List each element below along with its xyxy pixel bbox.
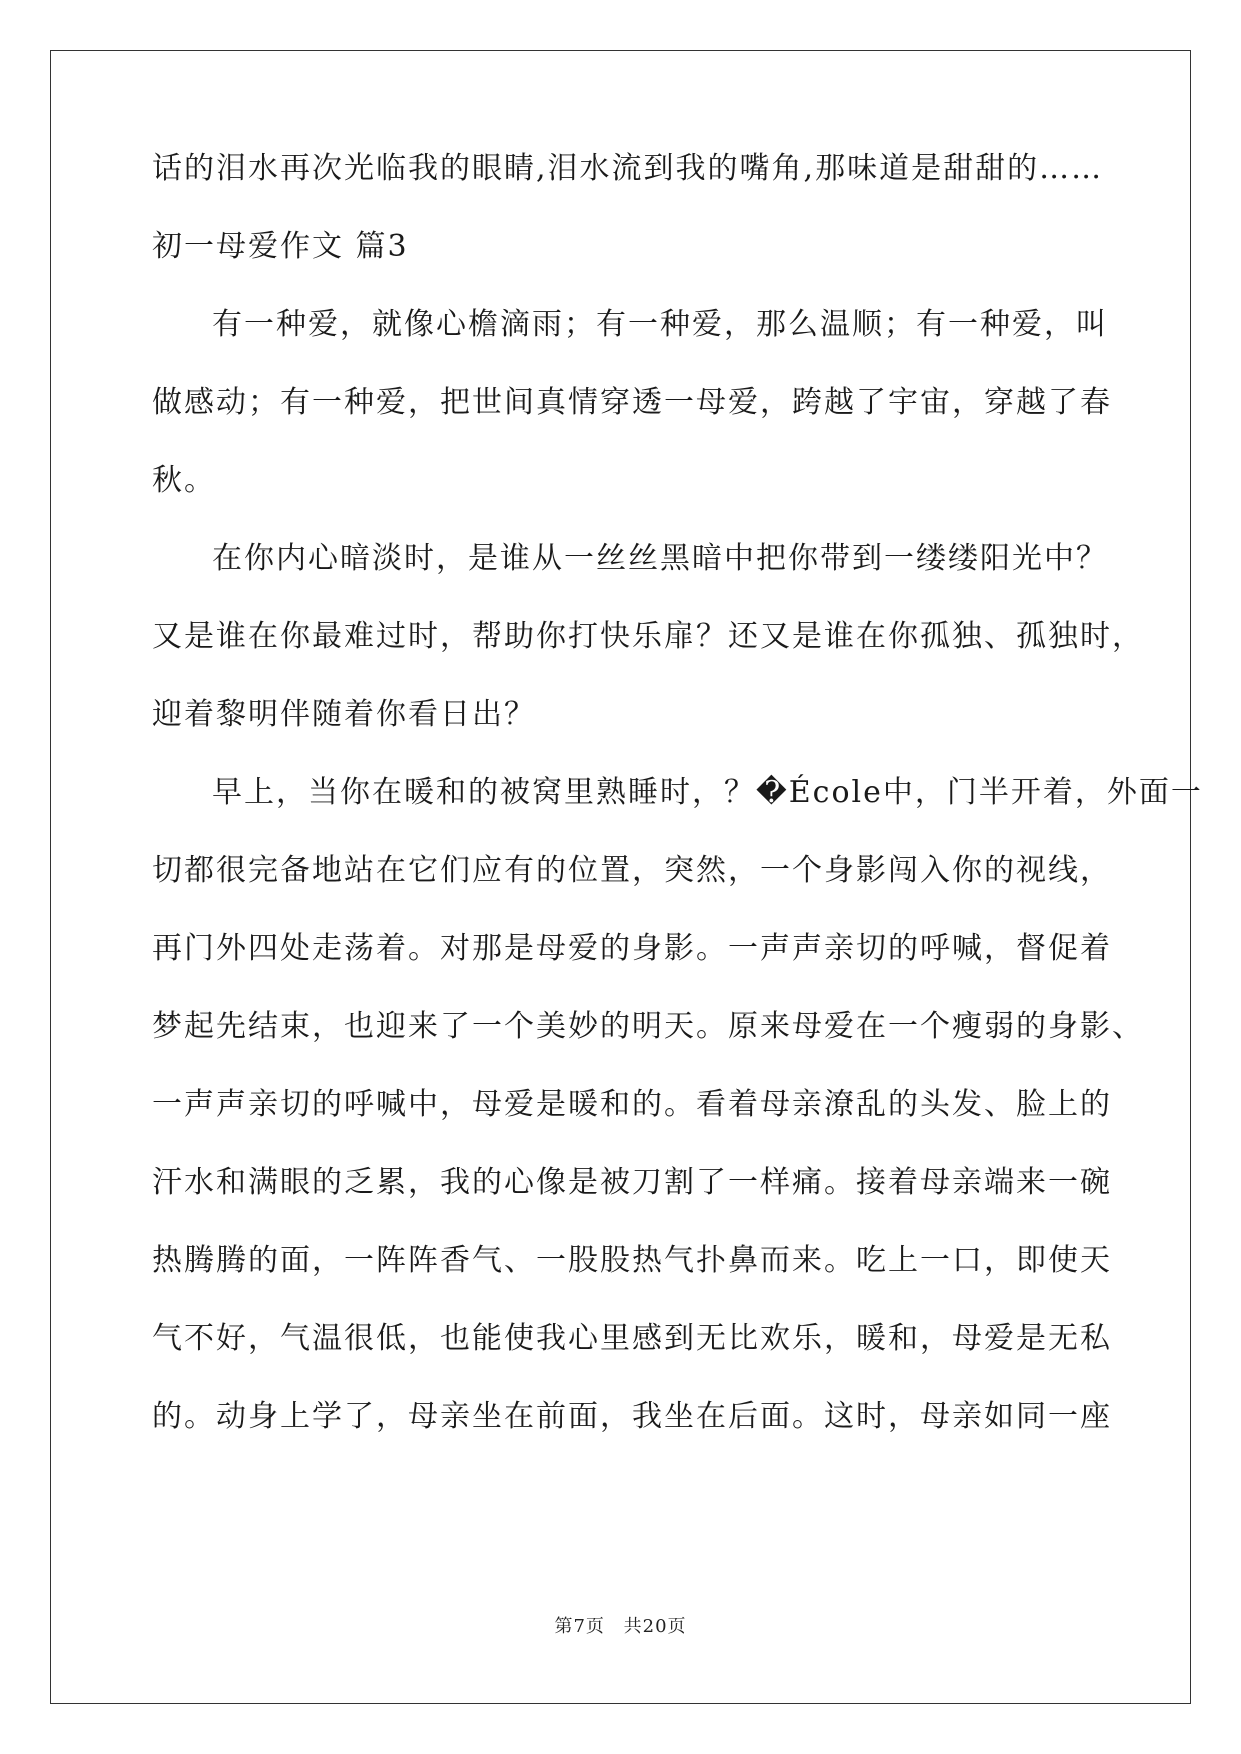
- paragraph-line: 秋。: [152, 463, 216, 498]
- document-body: [152, 150, 1203, 1436]
- paragraph-line: 话的泪水再次光临我的眼睛,泪水流到我的嘴角,那味道是甜甜的……: [152, 151, 1104, 186]
- paragraph-line: 又是谁在你最难过时，帮助你打快乐扉？还又是谁在你孤独、孤独时，: [152, 619, 1144, 654]
- paragraph-line: 有一种爱，就像心檐滴雨；有一种爱，那么温顺；有一种爱，叫: [212, 307, 1108, 342]
- paragraph-line: 再门外四处走荡着。对那是母爱的身影。一声声亲切的呼喊，督促着: [152, 931, 1112, 966]
- paragraph-line: 迎着黎明伴随着你看日出？: [152, 697, 536, 732]
- paragraph-line: 在你内心暗淡时，是谁从一丝丝黑暗中把你带到一缕缕阳光中？: [212, 541, 1108, 576]
- paragraph-line: 一声声亲切的呼喊中，母爱是暖和的。看着母亲潦乱的头发、脸上的: [152, 1087, 1112, 1122]
- page-total: 共20页: [623, 1616, 687, 1637]
- paragraph-line: 热腾腾的面，一阵阵香气、一股股热气扑鼻而来。吃上一口，即使天: [152, 1243, 1112, 1278]
- paragraph-line: 做感动；有一种爱，把世间真情穿透一母爱，跨越了宇宙，穿越了春: [152, 385, 1112, 420]
- paragraph-line: 气不好，气温很低，也能使我心里感到无比欢乐，暖和，母爱是无私: [152, 1321, 1112, 1356]
- paragraph-line: 早上，当你在暖和的被窝里熟睡时，？�École中，门半开着，外面一: [212, 775, 1203, 810]
- page-footer: [0, 1612, 1241, 1638]
- section-heading: 初一母爱作文 篇3: [152, 229, 409, 264]
- paragraph-line: 的。动身上学了，母亲坐在前面，我坐在后面。这时，母亲如同一座: [152, 1399, 1112, 1434]
- paragraph-line: 汗水和满眼的乏累，我的心像是被刀割了一样痛。接着母亲端来一碗: [152, 1165, 1112, 1200]
- page-number: 第7页: [554, 1616, 605, 1637]
- paragraph-line: 梦起先结束，也迎来了一个美妙的明天。原来母爱在一个瘦弱的身影、: [152, 1009, 1144, 1044]
- paragraph-line: 切都很完备地站在它们应有的位置，突然，一个身影闯入你的视线，: [152, 853, 1112, 888]
